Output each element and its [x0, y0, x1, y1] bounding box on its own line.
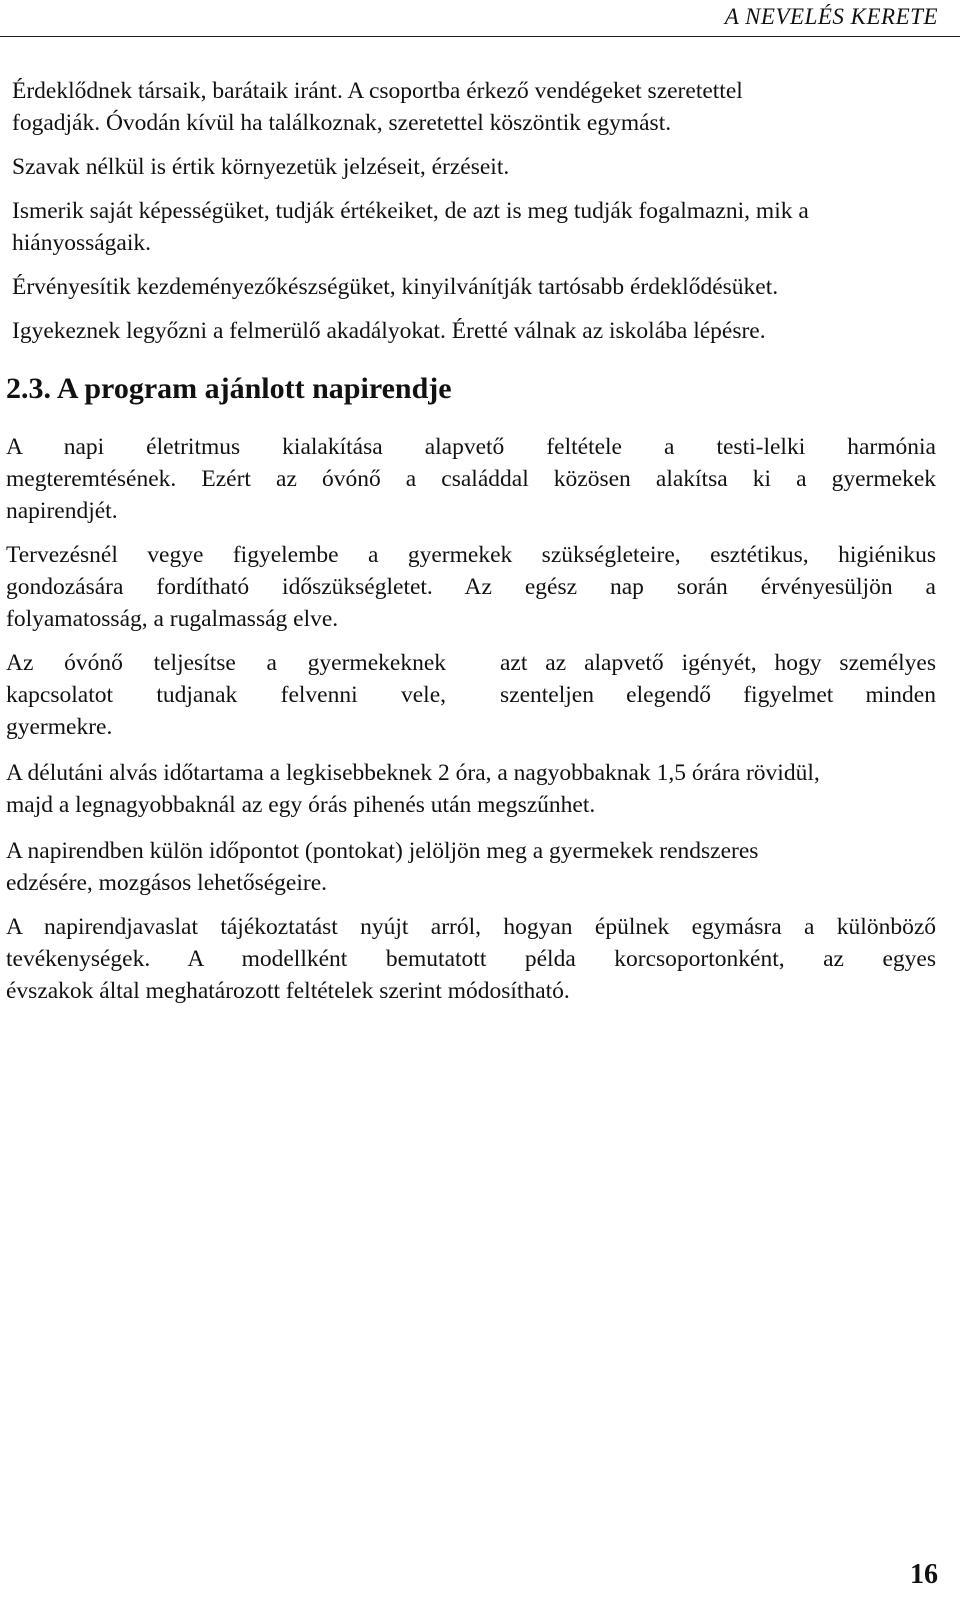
paragraph-line: napirendjét. [6, 498, 118, 524]
paragraph-line: majd a legnagyobbaknál az egy órás pihenés után megszűnhet. [6, 792, 596, 818]
text-line: Érdeklődnek társaik, barátaik iránt. A csoportba érkező vendégeket szeretettel [12, 78, 743, 104]
paragraph-line: A délutáni alvás időtartama a legkisebbeknek 2 óra, a nagyobbaknak 1,5 órára rövidül, [6, 760, 820, 786]
paragraph-line: Tervezésnél vegye figyelembe a gyermekek szükségleteire, esztétikus, higiénikus [6, 542, 936, 568]
paragraph-line: tevékenységek. A modellként bemutatott példa korcsoportonként, az egyes [6, 946, 936, 972]
paragraph-line: A napi életritmus kialakítása alapvető feltétele a testi-lelki harmónia [6, 434, 936, 460]
text-line: Szavak nélkül is értik környezetük jelzéseit, érzéseit. [12, 154, 510, 180]
text-line: hiányosságaik. [12, 230, 152, 256]
text-line: Ismerik saját képességüket, tudják értékeiket, de azt is meg tudják fogalmazni, mik a [12, 198, 809, 224]
paragraph-line-right: szenteljen elegendő figyelmet minden [500, 682, 936, 708]
text-line: Igyekeznek legyőzni a felmerülő akadályokat. Éretté válnak az iskolába lépésre. [12, 318, 766, 344]
text-line: fogadják. Óvodán kívül ha találkoznak, szeretettel köszöntik egymást. [12, 110, 672, 136]
text-line: Érvényesítik kezdeményezőkészségüket, kinyilvánítják tartósabb érdeklődésüket. [12, 274, 779, 300]
paragraph-line-left: kapcsolatot tudjanak felvenni vele, [6, 682, 446, 708]
paragraph-line: évszakok által meghatározott feltételek szerint módosítható. [6, 978, 570, 1004]
paragraph-line: edzésére, mozgásos lehetőségeire. [6, 870, 328, 896]
page-number: 16 [910, 1559, 938, 1590]
page-header [0, 0, 960, 37]
paragraph-line: A napirendjavaslat tájékoztatást nyújt arról, hogyan épülnek egymásra a különböző [6, 914, 936, 940]
paragraph-line: gondozására fordítható időszükségletet. Az egész nap során érvényesüljön a [6, 574, 936, 600]
paragraph-line: A napirendben külön időpontot (pontokat) jelöljön meg a gyermekek rendszeres [6, 838, 759, 864]
section-heading: 2.3. A program ajánlott napirendje [6, 372, 452, 405]
paragraph-line: megteremtésének. Ezért az óvónő a családdal közösen alakítsa ki a gyermekek [6, 466, 936, 492]
paragraph-line-left: Az óvónő teljesítse a gyermekeknek [6, 650, 446, 676]
paragraph-line-left: gyermekre. [6, 714, 113, 740]
paragraph-line-right: azt az alapvető igényét, hogy személyes [500, 650, 936, 676]
running-header-title: A NEVELÉS KERETE [724, 4, 938, 29]
paragraph-line: folyamatosság, a rugalmasság elve. [6, 606, 339, 632]
